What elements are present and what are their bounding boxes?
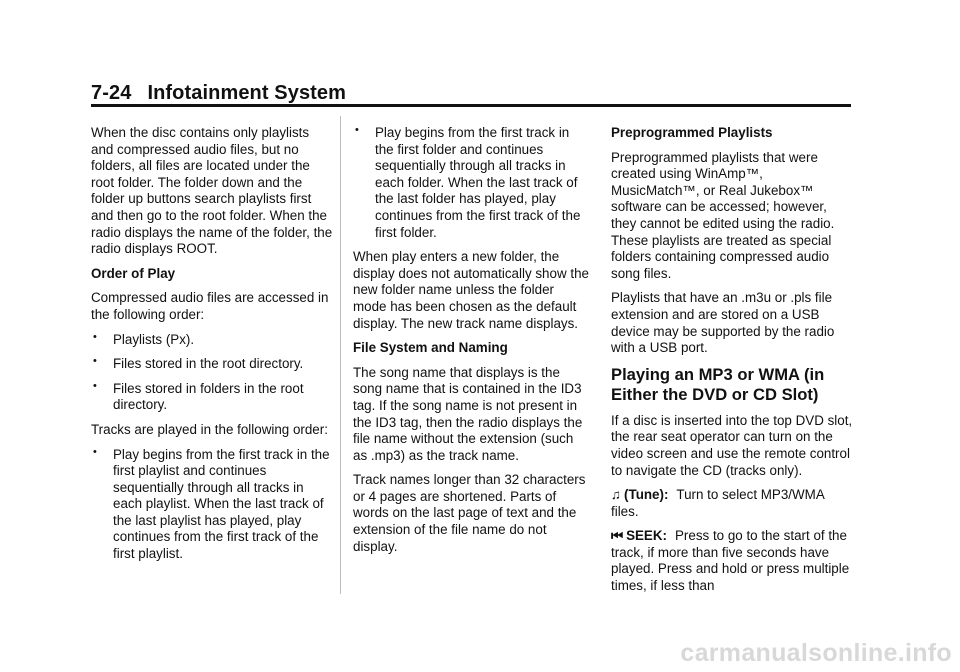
column-2: [353, 125, 591, 563]
list-item-text: Playlists (Px).: [113, 331, 195, 347]
list-item-text: Files stored in the root directory.: [113, 356, 304, 372]
column-divider: [340, 116, 341, 594]
paragraph: When play enters a new folder, the display does not automatically show the new folder name unless the folder mode has been chosen as the default display. The new track name displays.: [353, 249, 589, 331]
paragraph: Track names longer than 32 characters or 4 pages are shortened. Parts of words on the last page of text and the extension of the file name do not display.: [353, 472, 586, 554]
header-rule: [91, 104, 851, 107]
tune-description: Turn to select MP3/WMA files.: [611, 487, 825, 519]
page-header: [91, 82, 851, 105]
paragraph: Playlists that have an .m3u or .pls file extension and are stored on a USB device may be supported by the radio with a USB port.: [611, 290, 835, 356]
seek-paragraph: [611, 528, 855, 594]
bullet-list: [353, 125, 591, 241]
paragraph: The song name that displays is the song name that is contained in the ID3 tag. If the song name is not present in the ID3 tag, then the radio displays the file name without the extension (such as .mp3) as the track name.: [353, 364, 583, 463]
seek-description: Press to go to the start of the track, if more than five seconds have played. Press and hold or press multiple times, if less than: [611, 528, 850, 594]
subheading-preprogrammed-playlists: Preprogrammed Playlists: [611, 125, 773, 140]
tune-icon: ♫: [611, 487, 622, 503]
seek-back-icon: ⏮: [611, 528, 624, 544]
seek-term: SEEK:: [626, 528, 667, 544]
paragraph: If a disc is inserted into the top DVD slot, the rear seat operator can turn on the video screen and use the remote control to navigate the CD (tracks only).: [611, 412, 853, 478]
list-item: [91, 356, 335, 373]
watermark: carmanualsonline.info: [680, 639, 952, 667]
list-item: [353, 125, 591, 241]
list-item-text: Files stored in folders in the root directory.: [113, 380, 304, 413]
list-item-text: Play begins from the first track in the first playlist and continues sequentially through all tracks in each playlist. When the last track of the last playlist has played, play continues from the first track of the first playlist.: [113, 446, 330, 562]
bullet-icon: •: [355, 124, 359, 136]
list-item-text: Play begins from the first track in the first folder and continues sequentially through all tracks in each folder. When the last track of the last folder has played, play continues from the first track of the first folder.: [375, 125, 581, 240]
bullet-list: [91, 447, 335, 563]
tune-paragraph: [611, 487, 855, 520]
bullet-list: [91, 332, 335, 414]
paragraph: Compressed audio files are accessed in the following order:: [91, 290, 329, 322]
list-item: [91, 381, 335, 414]
list-item: [91, 447, 335, 563]
bullet-icon: •: [93, 355, 97, 368]
subheading-file-system: File System and Naming: [353, 340, 508, 356]
paragraph: When the disc contains only playlists and compressed audio files, but no folders, all files are located under the root folder. The folder down and the folder up buttons search playlists first and then go to the root folder. When the radio displays the name of the folder, the radio displays ROOT.: [91, 125, 333, 257]
bullet-icon: •: [93, 445, 97, 458]
list-item: [91, 332, 335, 349]
tune-term: (Tune):: [624, 487, 669, 503]
subheading-order-of-play: Order of Play: [91, 265, 176, 281]
column-3: [611, 125, 855, 603]
column-1: [91, 125, 335, 571]
section-title: Infotainment System: [147, 82, 347, 104]
page-number: 7-24: [91, 82, 132, 104]
paragraph: Tracks are played in the following order:: [91, 421, 328, 437]
bullet-icon: •: [93, 379, 97, 392]
bullet-icon: •: [93, 330, 97, 343]
paragraph: Preprogrammed playlists that were created using WinAmp™, MusicMatch™, or Real Jukebox™ software can be accessed; however, they cannot be edited using the radio. These playlists are treated as special folders containing compressed audio song files.: [611, 149, 835, 281]
section-heading-mp3-wma: Playing an MP3 or WMA (in Either the DVD or CD Slot): [611, 364, 825, 404]
